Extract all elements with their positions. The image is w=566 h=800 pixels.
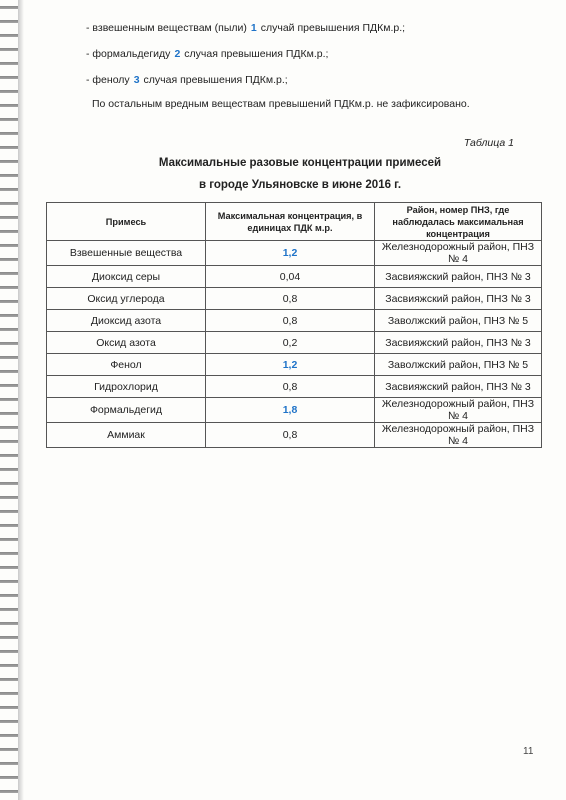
column-header: Максимальная концентрация, в единицах ПДК м.р.	[206, 203, 375, 241]
bullet-item	[86, 46, 405, 72]
substance-cell: Оксид углерода	[47, 288, 206, 310]
substance-cell: Фенол	[47, 354, 206, 376]
value-cell: 0,8	[206, 376, 375, 398]
location-cell: Заволжский район, ПНЗ № 5	[375, 310, 542, 332]
table-header-row	[47, 203, 542, 241]
location-cell: Заволжский район, ПНЗ № 5	[375, 354, 542, 376]
location-cell: Засвияжский район, ПНЗ № 3	[375, 376, 542, 398]
column-header: Район, номер ПНЗ, где наблюдалась максимальная концентрация	[375, 203, 542, 241]
table-row	[47, 266, 542, 288]
location-cell: Железнодорожный район, ПНЗ № 4	[375, 423, 542, 448]
substance-cell: Диоксид азота	[47, 310, 206, 332]
substance-cell: Оксид азота	[47, 332, 206, 354]
value-cell: 0,2	[206, 332, 375, 354]
substance-cell: Формальдегид	[47, 398, 206, 423]
bullet-list	[86, 20, 405, 98]
value-cell: 0,8	[206, 310, 375, 332]
bullet-item	[86, 20, 405, 46]
table-caption: Таблица 1	[463, 137, 514, 149]
location-cell: Железнодорожный район, ПНЗ № 4	[375, 241, 542, 266]
table-row	[47, 423, 542, 448]
table-row	[47, 376, 542, 398]
bullet-text: случая превышения ПДКм.р.;	[143, 74, 288, 86]
bullet-text: - взвешенным веществам (пыли)	[86, 22, 247, 34]
substance-cell: Взвешенные вещества	[47, 241, 206, 266]
value-cell: 0,8	[206, 288, 375, 310]
summary-paragraph: По остальным вредным веществам превышений ПДКм.р. не зафиксировано.	[92, 98, 470, 110]
title-line: Максимальные разовые концентрации примесей	[158, 157, 442, 169]
table-title	[40, 152, 560, 196]
location-cell: Железнодорожный район, ПНЗ № 4	[375, 398, 542, 423]
substance-cell: Диоксид серы	[47, 266, 206, 288]
bullet-text: случай превышения ПДКм.р.;	[260, 22, 406, 34]
substance-cell: Аммиак	[47, 423, 206, 448]
bullet-item	[86, 72, 405, 98]
value-cell: 1,2	[206, 241, 375, 266]
table-row	[47, 354, 542, 376]
value-cell: 0,04	[206, 266, 375, 288]
value-cell: 1,8	[206, 398, 375, 423]
concentration-table	[46, 202, 542, 448]
bullet-text: - формальдегиду	[86, 48, 171, 60]
binding-shadow	[18, 0, 24, 800]
column-header: Примесь	[47, 203, 206, 241]
table-row	[47, 332, 542, 354]
title-line: в городе Ульяновске в июне 2016 г.	[198, 179, 402, 191]
value-cell: 1,2	[206, 354, 375, 376]
location-cell: Засвияжский район, ПНЗ № 3	[375, 288, 542, 310]
bullet-count: 1	[250, 22, 257, 34]
page-number: 11	[523, 746, 534, 757]
bullet-count: 3	[133, 74, 140, 86]
table-row	[47, 398, 542, 423]
bullet-count: 2	[174, 48, 181, 60]
table-row	[47, 288, 542, 310]
table-row	[47, 310, 542, 332]
substance-cell: Гидрохлорид	[47, 376, 206, 398]
bullet-text: случая превышения ПДКм.р.;	[184, 48, 329, 60]
table-row	[47, 241, 542, 266]
location-cell: Засвияжский район, ПНЗ № 3	[375, 332, 542, 354]
location-cell: Засвияжский район, ПНЗ № 3	[375, 266, 542, 288]
value-cell: 0,8	[206, 423, 375, 448]
bullet-text: - фенолу	[86, 74, 130, 86]
